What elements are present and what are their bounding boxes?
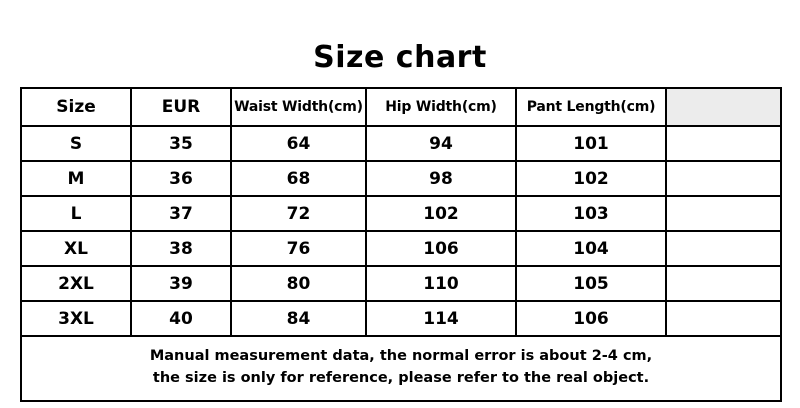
column-header-blank [666,88,781,126]
cell-pant-length: 105 [516,266,666,301]
measurement-note-line-1: Manual measurement data, the normal error is about 2-4 cm, [149,348,653,364]
cell-size: XL [21,231,131,266]
cell-hip-width: 114 [366,301,516,336]
footer-row [21,336,781,401]
table-body [21,126,781,336]
size-chart-table [20,87,782,402]
cell-blank [666,196,781,231]
table-row [21,231,781,266]
cell-eur: 37 [131,196,231,231]
table-row [21,161,781,196]
table-row [21,196,781,231]
measurement-note [21,336,781,401]
column-header-eur: EUR [131,88,231,126]
cell-size: 3XL [21,301,131,336]
column-header-pant-length: Pant Length(cm) [516,88,666,126]
cell-waist-width: 80 [231,266,366,301]
column-header-waist-width: Waist Width(cm) [231,88,366,126]
cell-blank [666,161,781,196]
table-row [21,301,781,336]
cell-pant-length: 106 [516,301,666,336]
cell-size: 2XL [21,266,131,301]
table-row [21,126,781,161]
column-header-size: Size [21,88,131,126]
cell-pant-length: 104 [516,231,666,266]
cell-hip-width: 94 [366,126,516,161]
cell-hip-width: 98 [366,161,516,196]
cell-size: L [21,196,131,231]
cell-size: M [21,161,131,196]
cell-blank [666,266,781,301]
cell-hip-width: 102 [366,196,516,231]
table-container [0,87,800,402]
cell-eur: 35 [131,126,231,161]
cell-waist-width: 84 [231,301,366,336]
table-footer [21,336,781,401]
cell-eur: 39 [131,266,231,301]
column-header-hip-width: Hip Width(cm) [366,88,516,126]
cell-blank [666,231,781,266]
cell-eur: 38 [131,231,231,266]
cell-eur: 36 [131,161,231,196]
table-row [21,266,781,301]
cell-size: S [21,126,131,161]
cell-pant-length: 101 [516,126,666,161]
cell-hip-width: 106 [366,231,516,266]
cell-waist-width: 64 [231,126,366,161]
cell-waist-width: 76 [231,231,366,266]
cell-blank [666,301,781,336]
table-header-row [21,88,781,126]
cell-waist-width: 68 [231,161,366,196]
cell-pant-length: 103 [516,196,666,231]
cell-eur: 40 [131,301,231,336]
table-header [21,88,781,126]
measurement-note-line-2: the size is only for reference, please refer to the real object. [152,370,650,387]
cell-hip-width: 110 [366,266,516,301]
page-title: Size chart [313,40,487,75]
cell-blank [666,126,781,161]
cell-waist-width: 72 [231,196,366,231]
cell-pant-length: 102 [516,161,666,196]
